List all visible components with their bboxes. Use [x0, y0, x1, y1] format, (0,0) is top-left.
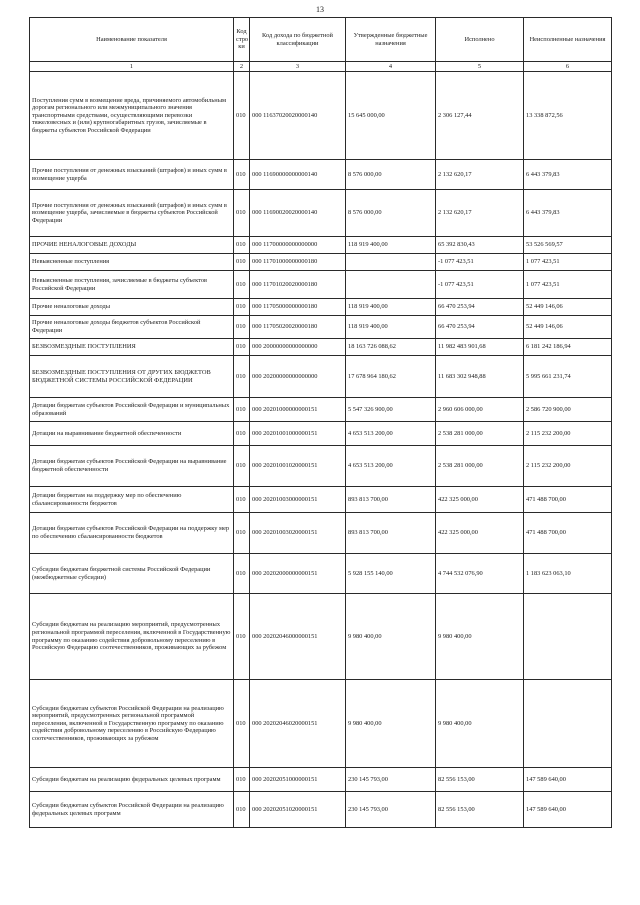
row-executed-amount: 66 470 253,94: [436, 299, 524, 316]
row-income-code: 000 11705020020000180: [250, 316, 346, 339]
row-income-code: 000 11705000000000180: [250, 299, 346, 316]
row-income-code: 000 20202051020000151: [250, 792, 346, 828]
row-indicator-name: Субсидии бюджетам субъектов Российской Федерации на реализацию мероприятий, предусмотренных региональной программой переселения, включенной в Государственную программу по оказанию содействия добровольному переселению в Российскую Федерацию соотечественников, проживающих за рубежом: [30, 680, 234, 768]
row-income-code: 000 11701000000000180: [250, 254, 346, 271]
row-indicator-name: Невыясненные поступления, зачисляемые в бюджеты субъектов Российской Федерации: [30, 271, 234, 299]
row-line-code: 010: [234, 339, 250, 356]
row-line-code: 010: [234, 271, 250, 299]
row-line-code: 010: [234, 513, 250, 554]
row-approved-amount: 118 919 400,00: [346, 316, 436, 339]
row-approved-amount: 8 576 000,00: [346, 160, 436, 190]
column-number-row: [30, 62, 612, 72]
row-executed-amount: 422 325 000,00: [436, 513, 524, 554]
row-income-code: 000 20201001000000151: [250, 422, 346, 446]
row-approved-amount: 18 163 726 088,62: [346, 339, 436, 356]
row-approved-amount: 893 813 700,00: [346, 513, 436, 554]
row-executed-amount: 11 683 302 948,88: [436, 356, 524, 398]
row-approved-amount: [346, 254, 436, 271]
row-indicator-name: Дотации бюджетам на поддержку мер по обеспечению сбалансированности бюджетов: [30, 487, 234, 513]
row-approved-amount: 9 980 400,00: [346, 594, 436, 680]
row-income-code: 000 20202000000000151: [250, 554, 346, 594]
row-line-code: 010: [234, 299, 250, 316]
row-line-code: 010: [234, 72, 250, 160]
row-unexecuted-amount: 2 115 232 200,00: [524, 446, 612, 487]
row-approved-amount: 5 547 326 900,00: [346, 398, 436, 422]
row-indicator-name: Прочие поступления от денежных взысканий (штрафов) и иных сумм в возмещение ущерба: [30, 160, 234, 190]
row-executed-amount: 4 744 532 076,90: [436, 554, 524, 594]
row-approved-amount: 17 678 964 180,62: [346, 356, 436, 398]
table-row: [30, 339, 612, 356]
row-executed-amount: 2 132 620,17: [436, 160, 524, 190]
row-indicator-name: Дотации на выравнивание бюджетной обеспеченности: [30, 422, 234, 446]
row-indicator-name: Субсидии бюджетам на реализацию мероприятий, предусмотренных региональной программой переселения, включенной в Государственную программу по оказанию содействия добровольному переселению в Российскую Федерацию соотечественников, проживающих за рубежом: [30, 594, 234, 680]
table-row: [30, 190, 612, 237]
row-approved-amount: 893 813 700,00: [346, 487, 436, 513]
row-executed-amount: 82 556 153,00: [436, 792, 524, 828]
row-approved-amount: 4 653 513 200,00: [346, 422, 436, 446]
row-executed-amount: 11 982 483 901,68: [436, 339, 524, 356]
row-indicator-name: Дотации бюджетам субъектов Российской Федерации на выравнивание бюджетной обеспеченности: [30, 446, 234, 487]
row-indicator-name: Субсидии бюджетам на реализацию федеральных целевых программ: [30, 768, 234, 792]
table-row: [30, 513, 612, 554]
row-line-code: 010: [234, 160, 250, 190]
revenue-execution-table: [29, 17, 612, 828]
row-unexecuted-amount: [524, 594, 612, 680]
row-unexecuted-amount: 471 488 700,00: [524, 487, 612, 513]
row-indicator-name: Прочие неналоговые доходы бюджетов субъектов Российской Федерации: [30, 316, 234, 339]
row-line-code: 010: [234, 554, 250, 594]
header-approved: Утвержденные бюджетные назначения: [346, 18, 436, 62]
table-row: [30, 680, 612, 768]
row-executed-amount: 2 960 606 000,00: [436, 398, 524, 422]
row-unexecuted-amount: 52 449 146,06: [524, 299, 612, 316]
row-line-code: 010: [234, 316, 250, 339]
row-line-code: 010: [234, 237, 250, 254]
row-unexecuted-amount: 6 181 242 186,94: [524, 339, 612, 356]
table-row: [30, 356, 612, 398]
table-row: [30, 398, 612, 422]
row-executed-amount: 9 980 400,00: [436, 680, 524, 768]
table-row: [30, 554, 612, 594]
row-line-code: 010: [234, 446, 250, 487]
row-approved-amount: 230 145 793,00: [346, 768, 436, 792]
row-line-code: 010: [234, 768, 250, 792]
row-indicator-name: Прочие неналоговые доходы: [30, 299, 234, 316]
row-approved-amount: 4 653 513 200,00: [346, 446, 436, 487]
row-unexecuted-amount: 6 443 379,83: [524, 160, 612, 190]
row-income-code: 000 20000000000000000: [250, 339, 346, 356]
row-approved-amount: 230 145 793,00: [346, 792, 436, 828]
row-income-code: 000 11701020020000180: [250, 271, 346, 299]
row-line-code: 010: [234, 190, 250, 237]
row-approved-amount: 8 576 000,00: [346, 190, 436, 237]
table-header-row: [30, 18, 612, 62]
row-unexecuted-amount: 1 183 623 063,10: [524, 554, 612, 594]
row-indicator-name: Поступления сумм в возмещение вреда, причиняемого автомобильным дорогам регионального или межмуниципального значения транспортными средствами, осуществляющими перевозки тяжеловесных и (или) крупногабаритных грузов, зачисляемые в бюджеты субъектов Российской Федерации: [30, 72, 234, 160]
row-approved-amount: 5 928 155 140,00: [346, 554, 436, 594]
row-indicator-name: Субсидии бюджетам бюджетной системы Российской Федерации (межбюджетные субсидии): [30, 554, 234, 594]
row-unexecuted-amount: 471 488 700,00: [524, 513, 612, 554]
row-approved-amount: 118 919 400,00: [346, 299, 436, 316]
row-line-code: 010: [234, 792, 250, 828]
table-row: [30, 160, 612, 190]
row-income-code: 000 11700000000000000: [250, 237, 346, 254]
table-row: [30, 422, 612, 446]
header-line-code: Код стро ки: [234, 18, 250, 62]
row-income-code: 000 11637020020000140: [250, 72, 346, 160]
row-line-code: 010: [234, 356, 250, 398]
row-unexecuted-amount: 147 589 640,00: [524, 768, 612, 792]
row-executed-amount: 82 556 153,00: [436, 768, 524, 792]
header-income-code: Код дохода по бюджетной классификации: [250, 18, 346, 62]
row-approved-amount: 15 645 000,00: [346, 72, 436, 160]
page-number: 13: [316, 5, 324, 14]
row-executed-amount: 66 470 253,94: [436, 316, 524, 339]
row-line-code: 010: [234, 487, 250, 513]
row-executed-amount: 2 132 620,17: [436, 190, 524, 237]
table-row: [30, 237, 612, 254]
column-number: 3: [250, 62, 346, 72]
column-number: 5: [436, 62, 524, 72]
row-unexecuted-amount: 147 589 640,00: [524, 792, 612, 828]
row-indicator-name: БЕЗВОЗМЕЗДНЫЕ ПОСТУПЛЕНИЯ ОТ ДРУГИХ БЮДЖЕТОВ БЮДЖЕТНОЙ СИСТЕМЫ РОССИЙСКОЙ ФЕДЕРАЦИИ: [30, 356, 234, 398]
row-unexecuted-amount: 6 443 379,83: [524, 190, 612, 237]
row-line-code: 010: [234, 680, 250, 768]
row-income-code: 000 20201003000000151: [250, 487, 346, 513]
row-line-code: 010: [234, 422, 250, 446]
row-unexecuted-amount: 53 526 569,57: [524, 237, 612, 254]
row-executed-amount: 9 980 400,00: [436, 594, 524, 680]
row-unexecuted-amount: 2 115 232 200,00: [524, 422, 612, 446]
row-executed-amount: 2 538 281 000,00: [436, 422, 524, 446]
row-income-code: 000 11690000000000140: [250, 160, 346, 190]
row-indicator-name: Субсидии бюджетам субъектов Российской Федерации на реализацию федеральных целевых программ: [30, 792, 234, 828]
row-unexecuted-amount: 13 338 872,56: [524, 72, 612, 160]
table-row: [30, 254, 612, 271]
row-approved-amount: 118 919 400,00: [346, 237, 436, 254]
row-income-code: 000 20202051000000151: [250, 768, 346, 792]
row-executed-amount: 65 392 830,43: [436, 237, 524, 254]
row-indicator-name: ПРОЧИЕ НЕНАЛОГОВЫЕ ДОХОДЫ: [30, 237, 234, 254]
column-number: 1: [30, 62, 234, 72]
row-executed-amount: 422 325 000,00: [436, 487, 524, 513]
row-unexecuted-amount: 2 586 720 900,00: [524, 398, 612, 422]
row-executed-amount: 2 538 281 000,00: [436, 446, 524, 487]
column-number: 2: [234, 62, 250, 72]
row-approved-amount: 9 980 400,00: [346, 680, 436, 768]
column-number: 4: [346, 62, 436, 72]
header-executed: Исполнено: [436, 18, 524, 62]
row-unexecuted-amount: [524, 680, 612, 768]
table-row: [30, 487, 612, 513]
table-row: [30, 792, 612, 828]
row-indicator-name: Дотации бюджетам субъектов Российской Федерации на поддержку мер по обеспечению сбалансированности бюджетов: [30, 513, 234, 554]
row-unexecuted-amount: 1 077 423,51: [524, 271, 612, 299]
table-row: [30, 316, 612, 339]
row-income-code: 000 20202046000000151: [250, 594, 346, 680]
table-row: [30, 72, 612, 160]
row-unexecuted-amount: 5 995 661 231,74: [524, 356, 612, 398]
row-income-code: 000 20201003020000151: [250, 513, 346, 554]
header-unexecuted: Неисполненные назначения: [524, 18, 612, 62]
row-executed-amount: 2 306 127,44: [436, 72, 524, 160]
row-indicator-name: БЕЗВОЗМЕЗДНЫЕ ПОСТУПЛЕНИЯ: [30, 339, 234, 356]
table-row: [30, 271, 612, 299]
row-income-code: 000 20202046020000151: [250, 680, 346, 768]
row-line-code: 010: [234, 594, 250, 680]
header-indicator-name: Наименование показателя: [30, 18, 234, 62]
table-row: [30, 299, 612, 316]
row-unexecuted-amount: 52 449 146,06: [524, 316, 612, 339]
row-executed-amount: -1 077 423,51: [436, 254, 524, 271]
row-income-code: 000 20201000000000151: [250, 398, 346, 422]
row-income-code: 000 11690020020000140: [250, 190, 346, 237]
row-indicator-name: Невыясненные поступления: [30, 254, 234, 271]
row-indicator-name: Прочие поступления от денежных взысканий (штрафов) и иных сумм в возмещение ущерба, зачисляемые в бюджеты субъектов Российской Федерации: [30, 190, 234, 237]
table-row: [30, 594, 612, 680]
row-line-code: 010: [234, 254, 250, 271]
column-number: 6: [524, 62, 612, 72]
row-approved-amount: [346, 271, 436, 299]
row-line-code: 010: [234, 398, 250, 422]
row-indicator-name: Дотации бюджетам субъектов Российской Федерации и муниципальных образований: [30, 398, 234, 422]
row-executed-amount: -1 077 423,51: [436, 271, 524, 299]
row-income-code: 000 20201001020000151: [250, 446, 346, 487]
table-row: [30, 768, 612, 792]
table-row: [30, 446, 612, 487]
row-income-code: 000 20200000000000000: [250, 356, 346, 398]
row-unexecuted-amount: 1 077 423,51: [524, 254, 612, 271]
